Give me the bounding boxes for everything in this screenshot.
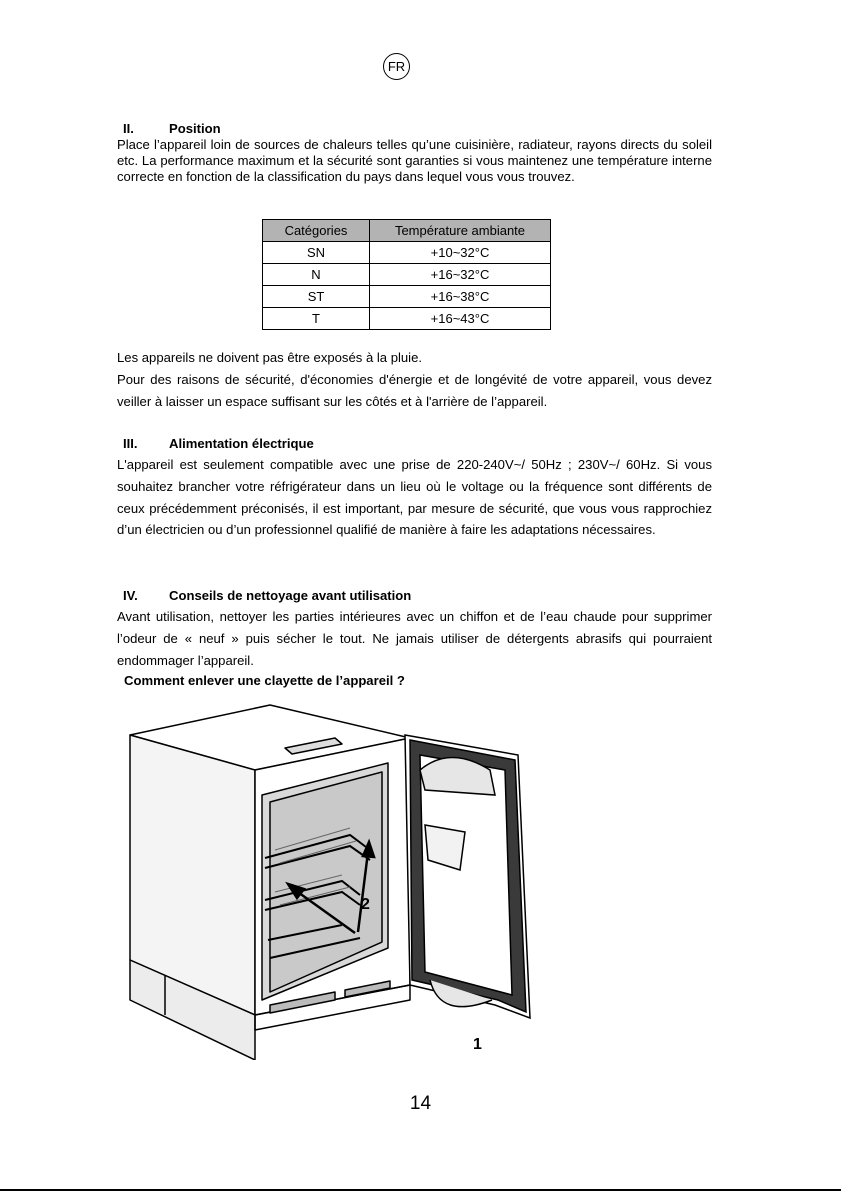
section-heading: III. Alimentation électrique xyxy=(123,436,314,451)
section-power xyxy=(117,434,712,541)
position-notes xyxy=(117,347,712,412)
shelf-removal-subheading: Comment enlever une clayette de l’appareil ? xyxy=(124,673,405,688)
table-row: ST +16~38°C xyxy=(263,286,551,308)
table-header-row: Catégories Température ambiante xyxy=(263,220,551,242)
page-number: 14 xyxy=(409,1093,432,1114)
section-cleaning xyxy=(117,586,712,671)
table-row: SN +10~32°C xyxy=(263,242,551,264)
section-paragraph: Place l’appareil loin de sources de chaleurs telles qu’une cuisinière, radiateur, rayons directs du soleil etc. La performance maximum et la sécurité sont garanties si vous maintenez une température interne correcte en fonction de la classification du pays dans lequel vous vous trouvez. xyxy=(117,137,712,184)
section-heading: II. Position xyxy=(123,121,221,136)
fridge-illustration xyxy=(120,700,540,1060)
section-paragraph: Avant utilisation, nettoyer les parties intérieures avec un chiffon et de l’eau chaude pour supprimer l’odeur de « neuf » puis sécher le tout. Ne jamais utiliser de détergents abrasifs qui pourraient endommager l’appareil. xyxy=(117,609,712,668)
table-row: N +16~32°C xyxy=(263,264,551,286)
climate-class-table xyxy=(262,219,551,330)
section-heading: IV. Conseils de nettoyage avant utilisation xyxy=(123,588,412,603)
spacing-note: Pour des raisons de sécurité, d'économies d'énergie et de longévité de votre appareil, vous devez veiller à laisser un espace suffisant sur les côtés et à l'arrière de l’appareil. xyxy=(117,371,712,409)
figure-label-2: 2 xyxy=(361,896,370,913)
section-position xyxy=(117,121,712,185)
language-badge: FR xyxy=(383,53,410,80)
figure-label-1: 1 xyxy=(473,1036,482,1053)
table-row: T +16~43°C xyxy=(263,308,551,330)
rain-note: Les appareils ne doivent pas être exposés à la pluie. xyxy=(117,350,422,365)
section-paragraph: L'appareil est seulement compatible avec une prise de 220-240V~/ 50Hz ; 230V~/ 60Hz. Si vous souhaitez brancher votre réfrigérateur dans un lieu où le voltage ou la fréquence sont différents de ceux précédemment préconisés, il est important, par mesure de sécurité, que vous vous rapprochiez d’un électricien ou d’un professionnel qualifié de manière à faire les adaptations nécessaires. xyxy=(117,457,712,538)
